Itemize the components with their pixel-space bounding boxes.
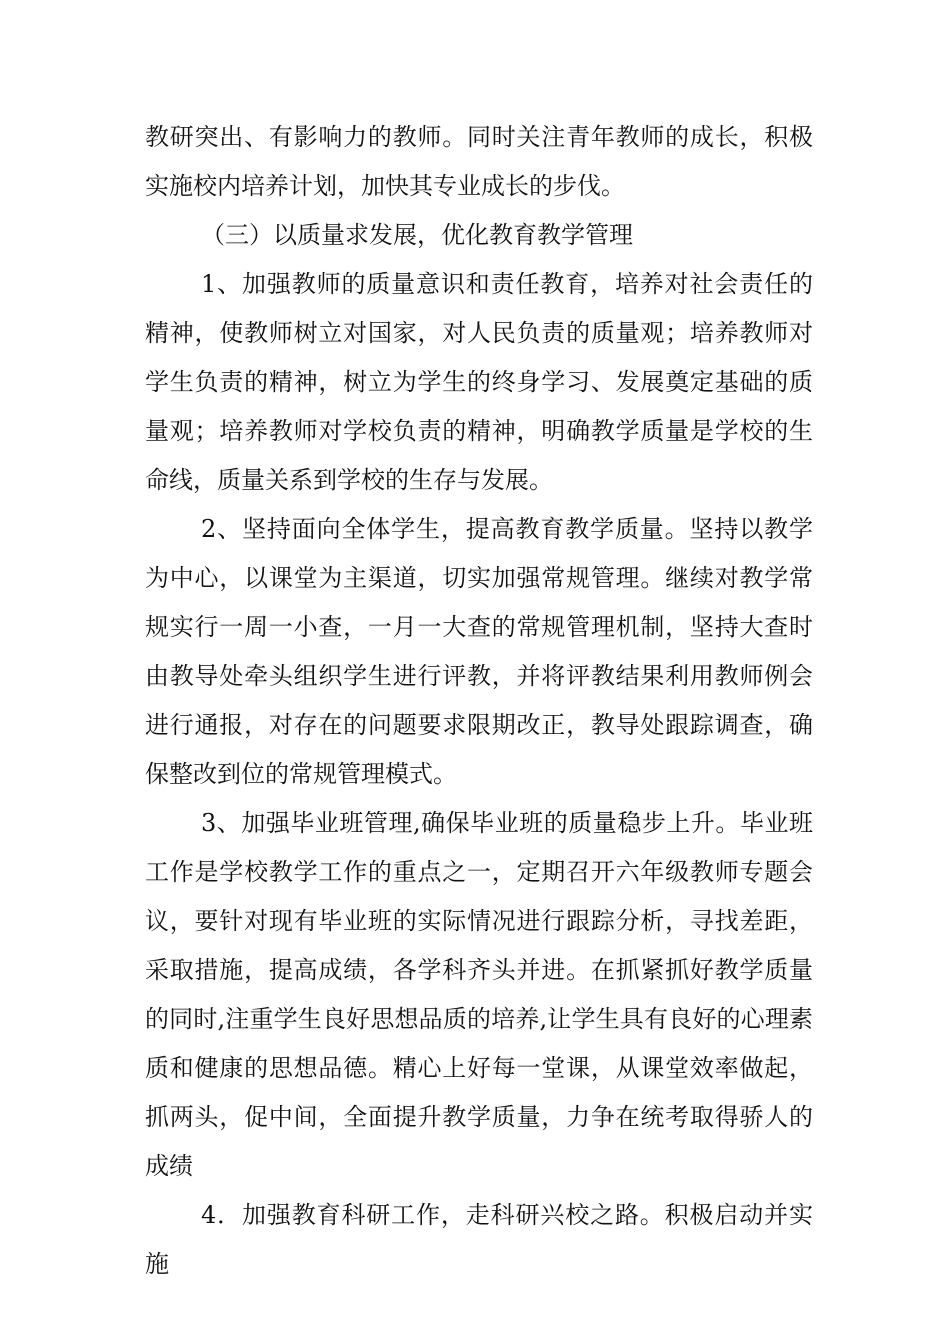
paragraph-continuation: 教研突出、有影响力的教师。同时关注青年教师的成长，积极实施校内培养计划，加快其专业成长的步伐。 bbox=[145, 123, 813, 200]
paragraph-item-2: 2、坚持面向全体学生，提高教育教学质量。坚持以教学为中心，以课堂为主渠道，切实加强常规管理。继续对教学常规实行一周一小查，一月一大查的常规管理机制，坚持大查时由教导处牵头组织学生进行评教，并将评教结果利用教师例会进行通报，对存在的问题要求限期改正，教导处跟踪调查，确保整改到位的常规管理模式。 bbox=[145, 515, 813, 788]
section-heading: （三）以质量求发展，优化教育教学管理 bbox=[201, 221, 633, 249]
paragraph-item-4: 4．加强教育科研工作，走科研兴校之路。积极启动并实施 bbox=[145, 1201, 813, 1278]
document-body bbox=[145, 113, 813, 1289]
paragraph-item-1: 1、加强教师的质量意识和责任教育，培养对社会责任的精神，使教师树立对国家，对人民负责的质量观；培养教师对学生负责的精神，树立为学生的终身学习、发展奠定基础的质量观；培养教师对学校负责的精神，明确教学质量是学校的生命线，质量关系到学校的生存与发展。 bbox=[145, 270, 813, 494]
paragraph-item-3: 3、加强毕业班管理,确保毕业班的质量稳步上升。毕业班工作是学校教学工作的重点之一，定期召开六年级教师专题会议，要针对现有毕业班的实际情况进行跟踪分析，寻找差距，采取措施，提高成绩，各学科齐头并进。在抓紧抓好教学质量的同时,注重学生良好思想品质的培养,让学生具有良好的心理素质和健康的思想品德。精心上好每一堂课，从课堂效率做起，抓两头，促中间，全面提升教学质量，力争在统考取得骄人的成绩 bbox=[145, 809, 813, 1180]
